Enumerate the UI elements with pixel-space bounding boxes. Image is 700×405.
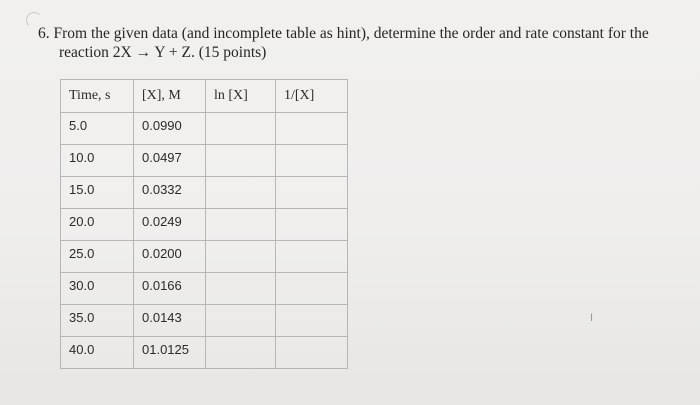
cell-inverse-concentration[interactable] bbox=[276, 209, 348, 241]
cell-concentration: 01.0125 bbox=[134, 337, 206, 369]
cell-ln-concentration[interactable] bbox=[206, 241, 276, 273]
cell-concentration: 0.0497 bbox=[134, 145, 206, 177]
cell-time: 30.0 bbox=[61, 273, 134, 305]
cell-inverse-concentration[interactable] bbox=[276, 113, 348, 145]
cell-inverse-concentration[interactable] bbox=[276, 241, 348, 273]
table-row bbox=[61, 305, 348, 337]
cell-time: 40.0 bbox=[61, 337, 134, 369]
cell-time: 25.0 bbox=[61, 241, 134, 273]
kinetics-data-table bbox=[60, 79, 348, 369]
cell-ln-concentration[interactable] bbox=[206, 337, 276, 369]
cell-inverse-concentration[interactable] bbox=[276, 305, 348, 337]
question-text bbox=[38, 24, 688, 62]
header-time: Time, s bbox=[61, 80, 134, 113]
cell-inverse-concentration[interactable] bbox=[276, 145, 348, 177]
table-row bbox=[61, 177, 348, 209]
cell-concentration: 0.0200 bbox=[134, 241, 206, 273]
cell-time: 35.0 bbox=[61, 305, 134, 337]
cell-concentration: 0.0143 bbox=[134, 305, 206, 337]
cell-ln-concentration[interactable] bbox=[206, 113, 276, 145]
cell-time: 5.0 bbox=[61, 113, 134, 145]
header-inverse-concentration: 1/[X] bbox=[276, 80, 348, 113]
cell-inverse-concentration[interactable] bbox=[276, 273, 348, 305]
cell-time: 10.0 bbox=[61, 145, 134, 177]
table-row bbox=[61, 113, 348, 145]
cell-concentration: 0.0332 bbox=[134, 177, 206, 209]
cell-ln-concentration[interactable] bbox=[206, 273, 276, 305]
table-header-row bbox=[61, 80, 348, 113]
table-row bbox=[61, 209, 348, 241]
cell-concentration: 0.0166 bbox=[134, 273, 206, 305]
header-ln-concentration: ln [X] bbox=[206, 80, 276, 113]
cell-concentration: 0.0990 bbox=[134, 113, 206, 145]
cell-ln-concentration[interactable] bbox=[206, 177, 276, 209]
table-row bbox=[61, 337, 348, 369]
cell-inverse-concentration[interactable] bbox=[276, 337, 348, 369]
cell-ln-concentration[interactable] bbox=[206, 209, 276, 241]
cell-ln-concentration[interactable] bbox=[206, 145, 276, 177]
cell-time: 15.0 bbox=[61, 177, 134, 209]
table-row bbox=[61, 273, 348, 305]
header-concentration: [X], M bbox=[134, 80, 206, 113]
cell-ln-concentration[interactable] bbox=[206, 305, 276, 337]
text-cursor-mark: I bbox=[590, 312, 594, 324]
cell-concentration: 0.0249 bbox=[134, 209, 206, 241]
question-line-2: reaction 2X → Y + Z. (15 points) bbox=[59, 44, 267, 61]
cell-time: 20.0 bbox=[61, 209, 134, 241]
cell-inverse-concentration[interactable] bbox=[276, 177, 348, 209]
table-row bbox=[61, 241, 348, 273]
question-line-1: 6. From the given data (and incomplete table as hint), determine the order and rate constant for the bbox=[38, 25, 649, 42]
table-row bbox=[61, 145, 348, 177]
